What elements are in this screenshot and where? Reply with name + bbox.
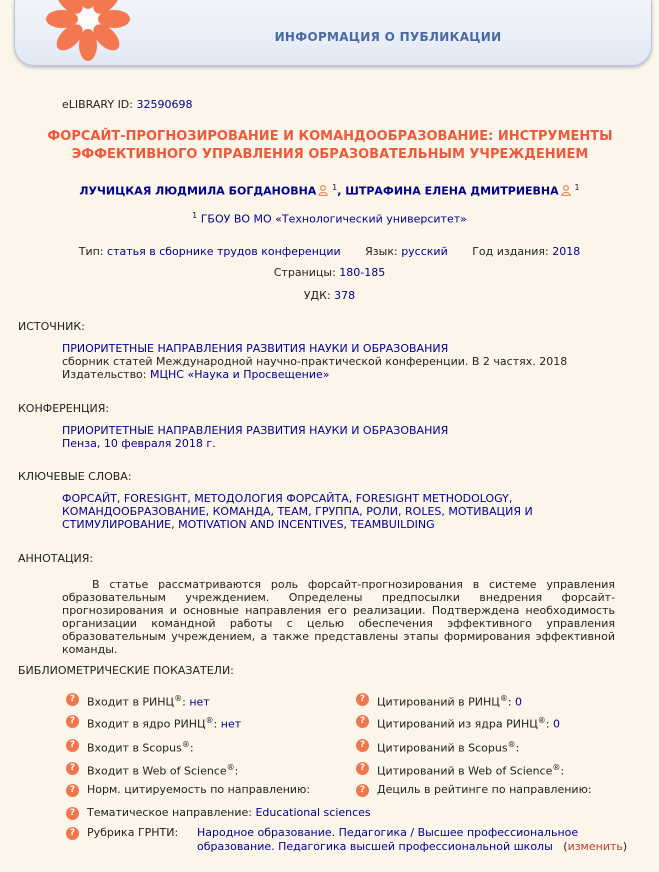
- publisher-label: Издательство:: [62, 368, 147, 381]
- registered-mark: ®: [537, 716, 546, 725]
- change-link[interactable]: изменить: [567, 840, 623, 853]
- help-icon[interactable]: ?: [66, 739, 79, 752]
- author-link[interactable]: ЛУЧИЦКАЯ ЛЮДМИЛА БОГДАНОВНА: [79, 184, 317, 198]
- language-label: Язык:: [365, 245, 398, 258]
- metric-label: Рубрика ГРНТИ:: [87, 826, 179, 839]
- keywords-line[interactable]: ФОРСАЙТ, FORESIGHT, МЕТОДОЛОГИЯ ФОРСАЙТА, FORESIGHT METHODOLOGY,: [62, 492, 513, 505]
- metric-value: нет: [220, 717, 242, 731]
- page-title: ИНФОРМАЦИЯ О ПУБЛИКАЦИИ: [274, 30, 502, 44]
- metric-theme: [66, 806, 371, 820]
- metric-grnti: [66, 826, 627, 854]
- source-heading: ИСТОЧНИК:: [18, 320, 85, 333]
- help-icon[interactable]: ?: [66, 827, 79, 840]
- metric-label: Норм. цитируемость по направлению:: [87, 783, 311, 796]
- registered-mark: ®: [507, 740, 516, 749]
- help-icon[interactable]: ?: [356, 784, 369, 797]
- type-value: статья в сборнике трудов конференции: [107, 245, 341, 258]
- help-icon[interactable]: ?: [66, 762, 79, 775]
- metric-label: Входит в РИНЦ: [87, 695, 175, 709]
- help-icon[interactable]: ?: [356, 715, 369, 728]
- registered-mark: ®: [181, 740, 190, 749]
- grnti-value: Народное образование. Педагогика / Высшее профессиональное образование. Педагогика высшей профессиональной школы (изменить): [197, 826, 628, 853]
- udk-label: УДК:: [303, 289, 331, 302]
- year-label: Год издания:: [472, 245, 549, 258]
- colon: :: [515, 741, 520, 755]
- metric-label: Цитирований в Scopus: [377, 741, 508, 755]
- metric-label: Входит в ядро РИНЦ: [87, 717, 206, 731]
- metric-rinc-in: [66, 692, 210, 710]
- metric-label: Входит в Scopus: [87, 741, 182, 755]
- registered-mark: ®: [205, 716, 214, 725]
- colon: :: [507, 695, 512, 709]
- metric-label: Тематическое направление:: [87, 806, 252, 819]
- metric-label: Цитирований в РИНЦ: [377, 695, 500, 709]
- elibrary-id: [62, 98, 192, 111]
- colon: :: [213, 717, 218, 731]
- metric-core-citations: [356, 714, 560, 732]
- udk-row: [0, 289, 659, 302]
- publication-title[interactable]: [40, 128, 620, 164]
- metric-wos-citations: [356, 761, 564, 779]
- metric-label: Входит в Web of Science: [87, 764, 227, 778]
- affiliation: [0, 211, 659, 226]
- help-icon[interactable]: ?: [356, 693, 369, 706]
- colon: :: [234, 764, 239, 778]
- language-value: русский: [401, 245, 448, 258]
- grnti-link[interactable]: Народное образование. Педагогика / Высшее профессиональное: [197, 826, 579, 839]
- pages-value: 180-185: [339, 266, 386, 279]
- affiliation-link[interactable]: ГБОУ ВО МО «Технологический университет»: [200, 212, 467, 226]
- colon: :: [545, 717, 550, 731]
- conference-place-date: Пенза, 10 февраля 2018 г.: [62, 437, 216, 450]
- pages-label: Страницы:: [273, 266, 336, 279]
- elibrary-id-value: 32590698: [136, 98, 193, 111]
- conference-heading: КОНФЕРЕНЦИЯ:: [18, 402, 110, 415]
- metric-wos-in: [66, 761, 238, 779]
- metric-label: Дециль в рейтинге по направлению:: [377, 783, 592, 796]
- metric-label: Цитирований в Web of Science: [377, 764, 553, 778]
- registered-mark: ®: [226, 763, 235, 772]
- help-icon[interactable]: ?: [356, 739, 369, 752]
- help-icon[interactable]: ?: [66, 784, 79, 797]
- conference-block: [62, 424, 448, 450]
- help-icon[interactable]: ?: [66, 693, 79, 706]
- publication-title-line2: ЭФФЕКТИВНОГО УПРАВЛЕНИЯ ОБРАЗОВАТЕЛЬНЫМ УЧРЕЖДЕНИЕМ: [71, 147, 589, 162]
- person-icon[interactable]: [318, 185, 328, 196]
- conference-title-link[interactable]: ПРИОРИТЕТНЫЕ НАПРАВЛЕНИЯ РАЗВИТИЯ НАУКИ И ОБРАЗОВАНИЯ: [62, 424, 449, 437]
- publication-meta: [0, 245, 659, 258]
- metric-value: нет: [189, 695, 210, 709]
- publication-title-line1: ФОРСАЙТ-ПРОГНОЗИРОВАНИЕ И КОМАНДООБРАЗОВАНИЕ: ИНСТРУМЕНТЫ: [47, 129, 613, 144]
- colon: :: [182, 695, 186, 709]
- source-title-link[interactable]: ПРИОРИТЕТНЫЕ НАПРАВЛЕНИЯ РАЗВИТИЯ НАУКИ И ОБРАЗОВАНИЯ: [62, 342, 449, 355]
- metric-label: Цитирований из ядра РИНЦ: [377, 717, 538, 731]
- header-banner: [14, 0, 652, 66]
- metric-scopus-in: [66, 738, 194, 756]
- metric-scopus-citations: [356, 738, 519, 756]
- author-affiliation-sup: 1: [574, 183, 580, 192]
- keywords-line[interactable]: КОМАНДООБРАЗОВАНИЕ, КОМАНДА, TEAM, ГРУППА, РОЛИ, ROLES, МОТИВАЦИЯ И: [62, 505, 533, 518]
- colon: :: [189, 741, 194, 755]
- registered-mark: ®: [499, 694, 508, 703]
- colon: :: [560, 764, 565, 778]
- registered-mark: ®: [552, 763, 561, 772]
- keywords-heading: КЛЮЧЕВЫЕ СЛОВА:: [18, 470, 132, 483]
- metric-rinc-citations: [356, 692, 522, 710]
- help-icon[interactable]: ?: [66, 807, 79, 820]
- annotation-heading: АННОТАЦИЯ:: [18, 552, 94, 565]
- year-value: 2018: [552, 245, 581, 258]
- grnti-link[interactable]: образование. Педагогика высшей профессиональной школы: [197, 840, 553, 853]
- biblio-heading: БИБЛИОМЕТРИЧЕСКИЕ ПОКАЗАТЕЛИ:: [18, 664, 234, 677]
- source-block: [62, 342, 567, 381]
- type-label: Тип:: [78, 245, 104, 258]
- metric-decile: [356, 783, 592, 797]
- person-icon[interactable]: [561, 185, 571, 196]
- udk-value: 378: [334, 289, 356, 302]
- elibrary-id-label: eLIBRARY ID:: [62, 98, 133, 111]
- registered-mark: ®: [174, 694, 183, 703]
- theme-link[interactable]: Educational sciences: [255, 806, 371, 819]
- metric-value: 0: [553, 717, 560, 731]
- metric-norm-citation: [66, 783, 310, 797]
- authors-line: ЛУЧИЦКАЯ ЛЮДМИЛА БОГДАНОВНА $^1$, ШТРАФИНА ЕЛЕНА ДМИТРИЕВНА $^1$: [79, 183, 580, 198]
- help-icon[interactable]: ?: [66, 715, 79, 728]
- help-icon[interactable]: ?: [356, 762, 369, 775]
- annotation-text: В статье рассматриваются роль форсайт-прогнозирования в системе управления образовательным учреждением. Определены предпосылки внедрения форсайт-прогнозирования и основные направления его реализации. Подтверждена необходимость организации командной работы с целью обеспечения эффективного управления образовательным учреждением, а также представлены этапы формирования эффективной команды.: [62, 578, 615, 656]
- keywords-block: [62, 492, 533, 531]
- metric-value: 0: [515, 695, 523, 709]
- pages-row: [0, 266, 659, 279]
- affiliation-sup: 1: [192, 211, 198, 220]
- author-affiliation-sup: 1: [332, 183, 338, 192]
- author-link[interactable]: ШТРАФИНА ЕЛЕНА ДМИТРИЕВНА: [345, 184, 559, 198]
- keywords-line[interactable]: СТИМУЛИРОВАНИЕ, MOTIVATION AND INCENTIVES, TEAMBUILDING: [62, 518, 435, 531]
- publisher-link[interactable]: МЦНС «Наука и Просвещение»: [150, 368, 330, 381]
- metric-core-in: [66, 714, 241, 732]
- source-subtitle: сборник статей Международной научно-практической конференции. В 2 частях. 2018: [62, 355, 568, 368]
